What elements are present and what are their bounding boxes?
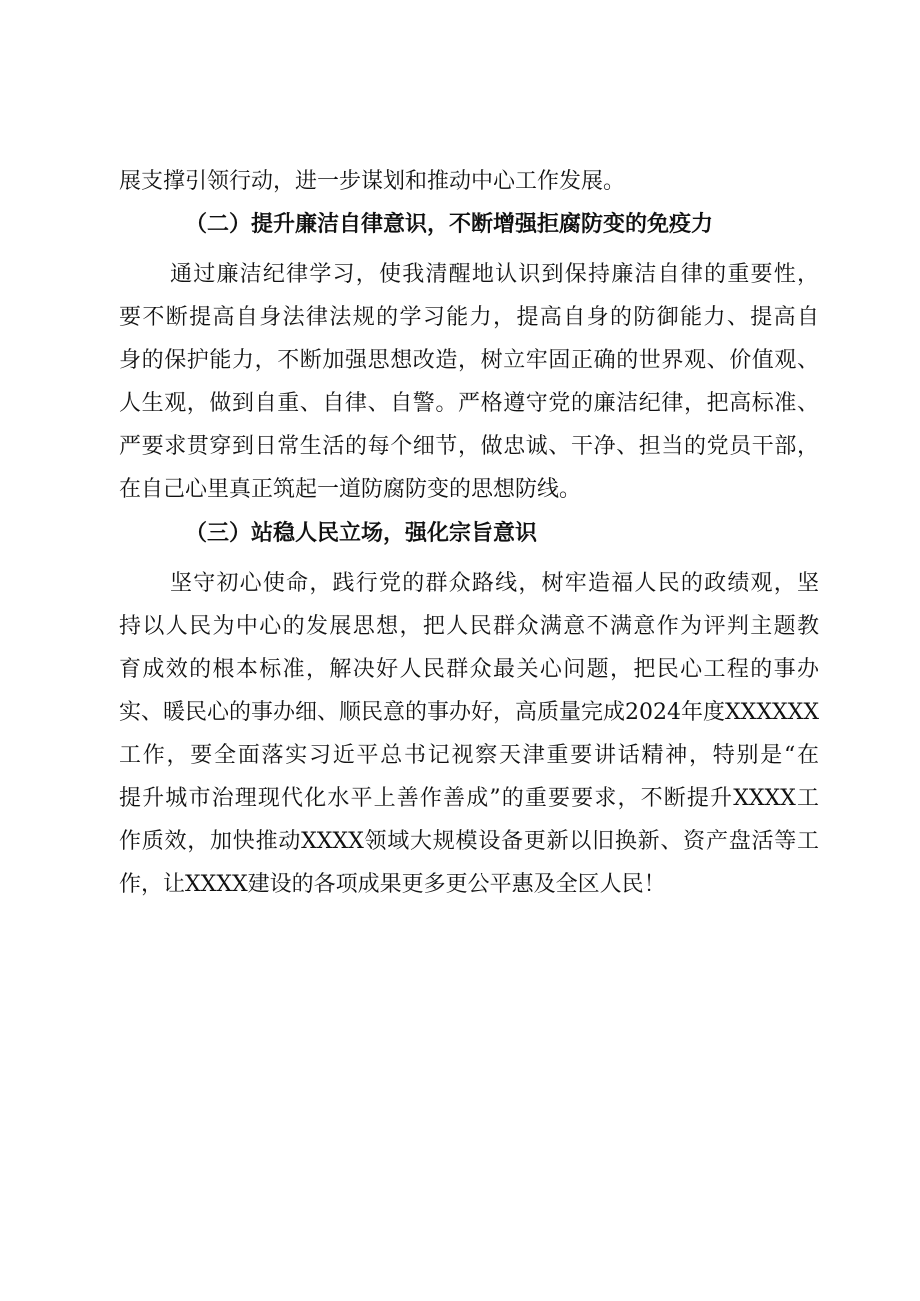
paragraph-line: 作，让XXXX建设的各项成果更多更公平惠及全区人民！ [119,872,666,897]
section-heading-2: （二）提升廉洁自律意识，不断增强拒腐防变的免疫力 [185,212,714,237]
paragraph-line: 展支撑引领行动，进一步谋划和推动中心工作发展。 [119,169,626,194]
paragraph-line: 工作，要全面落实习近平总书记视察天津重要讲话精神，特别是“在 [119,743,819,768]
paragraph-line: 提升城市治理现代化水平上善作善成”的重要要求，不断提升XXXX工 [119,786,819,811]
paragraph-line: 通过廉洁纪律学习，使我清醒地认识到保持廉洁自律的重要性， [170,262,819,287]
paragraph-line: 要不断提高自身法律法规的学习能力，提高自身的防御能力、提高自 [119,305,819,330]
paragraph-line: 实、暖民心的事办细、顺民意的事办好，高质量完成2024年度XXXXXX [119,700,819,725]
paragraph-line: 育成效的根本标准，解决好人民群众最关心问题，把民心工程的事办 [119,657,819,682]
section-heading-3: （三）站稳人民立场，强化宗旨意识 [185,521,538,546]
paragraph-line: 人生观，做到自重、自律、自警。严格遵守党的廉洁纪律，把高标准、 [119,391,819,416]
paragraph-line: 持以人民为中心的发展思想，把人民群众满意不满意作为评判主题教 [119,614,819,639]
paragraph-line: 在自己心里真正筑起一道防腐防变的思想防线。 [119,477,582,502]
paragraph-line: 严要求贯穿到日常生活的每个细节，做忠诚、干净、担当的党员干部， [119,434,819,459]
paragraph-line: 作质效，加快推动XXXX领域大规模设备更新以旧换新、资产盘活等工 [119,829,819,854]
paragraph-line: 身的保护能力，不断加强思想改造，树立牢固正确的世界观、价值观、 [119,348,819,373]
paragraph-line: 坚守初心使命，践行党的群众路线，树牢造福人民的政绩观，坚 [170,571,819,596]
